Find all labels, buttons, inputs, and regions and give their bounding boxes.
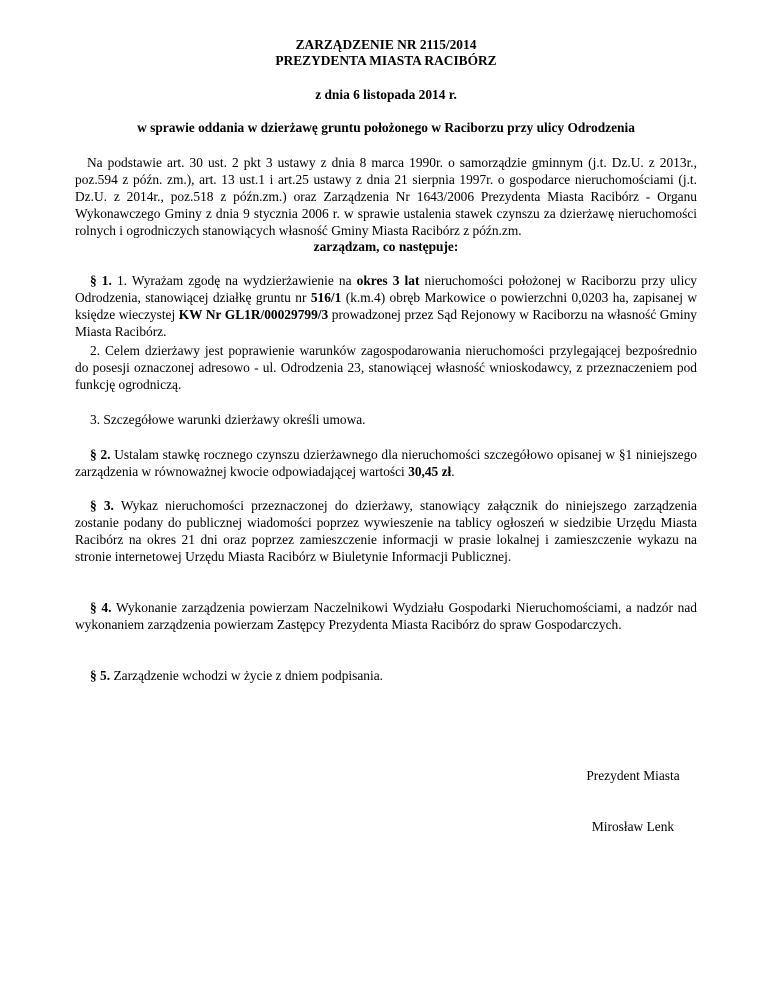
- lease-period: okres 3 lat: [356, 273, 420, 288]
- document-title-line1: ZARZĄDZENIE NR 2115/2014: [295, 37, 477, 52]
- section-5-label: § 5.: [90, 668, 111, 683]
- section-4-label: § 4.: [90, 600, 112, 615]
- document-subject: w sprawie oddania w dzierżawę gruntu położonego w Raciborzu przy ulicy Odrodzenia: [137, 120, 635, 135]
- section-1-text-c: nieruchomości położonej w Raciborzu przy ulicy Odrodzenia, stanowiącej działkę gruntu nr: [75, 273, 697, 305]
- section-1-paragraph-1: [75, 272, 697, 340]
- section-2-label: § 2.: [90, 447, 111, 462]
- section-2-text-b: .: [451, 464, 455, 479]
- section-3-paragraph: [75, 497, 697, 565]
- section-5-paragraph: [75, 667, 697, 684]
- signature-name: [75, 819, 697, 835]
- signature-position: [75, 768, 697, 784]
- section-2-paragraph: [75, 446, 697, 480]
- section-4-paragraph: [75, 599, 697, 633]
- section-4-text: Wykonanie zarządzenia powierzam Naczelnikowi Wydziału Gospodarki Nieruchomościami, a nadzór nad wykonaniem zarządzenia powierzam Zastępcy Prezydenta Miasta Racibórz do spraw Gospodarczych.: [75, 600, 697, 632]
- section-3-label: § 3.: [90, 498, 114, 513]
- section-1-paragraph-3: 3. Szczegółowe warunki dzierżawy określi umowa.: [90, 412, 366, 427]
- rent-amount: 30,45 zł: [408, 464, 452, 479]
- section-3-text: Wykaz nieruchomości przeznaczonej do dzierżawy, stanowiący załącznik do niniejszego zarządzenia zostanie podany do publicznej wiadomości poprzez wywieszenie na tablicy ogłoszeń w siedzibie Urzędu Miasta Racibórz na okres 21 dni oraz poprzez zamieszczenie informacji w prasie lokalnej i zamieszczenie wykazu na stronie internetowej Urzędu Miasta Racibórz w Biuletynie Informacji Publicznej.: [75, 498, 697, 564]
- document-title-line2: PREZYDENTA MIASTA RACIBÓRZ: [275, 53, 497, 68]
- section-1-label: § 1.: [90, 273, 112, 288]
- section-1-text-e: (k.m.4) obręb Markowice o powierzchni 0,0203 ha, zapisanej w księdze wieczystej: [75, 290, 697, 322]
- section-2-text-a: Ustalam stawkę rocznego czynszu dzierżawnego dla nieruchomości szczegółowo opisanej w §1 niniejszego zarządzenia w równoważnej kwocie odpowiadającej wartości: [75, 447, 697, 479]
- land-register-number: KW Nr GL1R/00029799/3: [178, 307, 329, 322]
- decree-heading: zarządzam, co następuje:: [313, 239, 459, 254]
- legal-basis-paragraph: Na podstawie art. 30 ust. 2 pkt 3 ustawy z dnia 8 marca 1990r. o samorządzie gminnym (j.t. Dz.U. z 2013r., poz.594 z późn. zm.), art. 13 ust.1 i art.25 ustawy z dnia 21 sierpnia 1997r. o gospodarce nieruchomościami (j.t. Dz.U. z 2014r., poz.518 z późn.zm.) oraz Zarządzenia Nr 1643/2006 Prezydenta Miasta Racibórz - Organu Wykonawczego Gminy z dnia 9 stycznia 2006 r. w sprawie ustalenia stawek czynszu za dzierżawę nieruchomości rolnych i ogrodniczych stanowiących własność Gminy Miasta Racibórz z późn.zm.: [75, 155, 697, 238]
- document-date: z dnia 6 listopada 2014 r.: [315, 87, 457, 102]
- signature-position-text: Prezydent Miasta: [586, 768, 680, 783]
- signature-name-text: Mirosław Lenk: [591, 819, 675, 834]
- section-1-paragraph-2: 2. Celem dzierżawy jest poprawienie warunków zagospodarowania nieruchomości przylegającej bezpośrednio do posesji oznaczonej adresowo - ul. Odrodzenia 23, stanowiącej własność wnioskodawcy, z przeznaczeniem pod funkcję ogrodniczą.: [75, 343, 697, 392]
- section-1-text-a: 1. Wyrażam zgodę na wydzierżawienie na: [111, 273, 357, 288]
- section-5-text: Zarządzenie wchodzi w życie z dniem podpisania.: [110, 668, 383, 683]
- section-1-text-g: prowadzonej przez Sąd Rejonowy w Raciborzu na własność Gminy Miasta Racibórz.: [75, 307, 698, 339]
- plot-number: 516/1: [310, 290, 342, 305]
